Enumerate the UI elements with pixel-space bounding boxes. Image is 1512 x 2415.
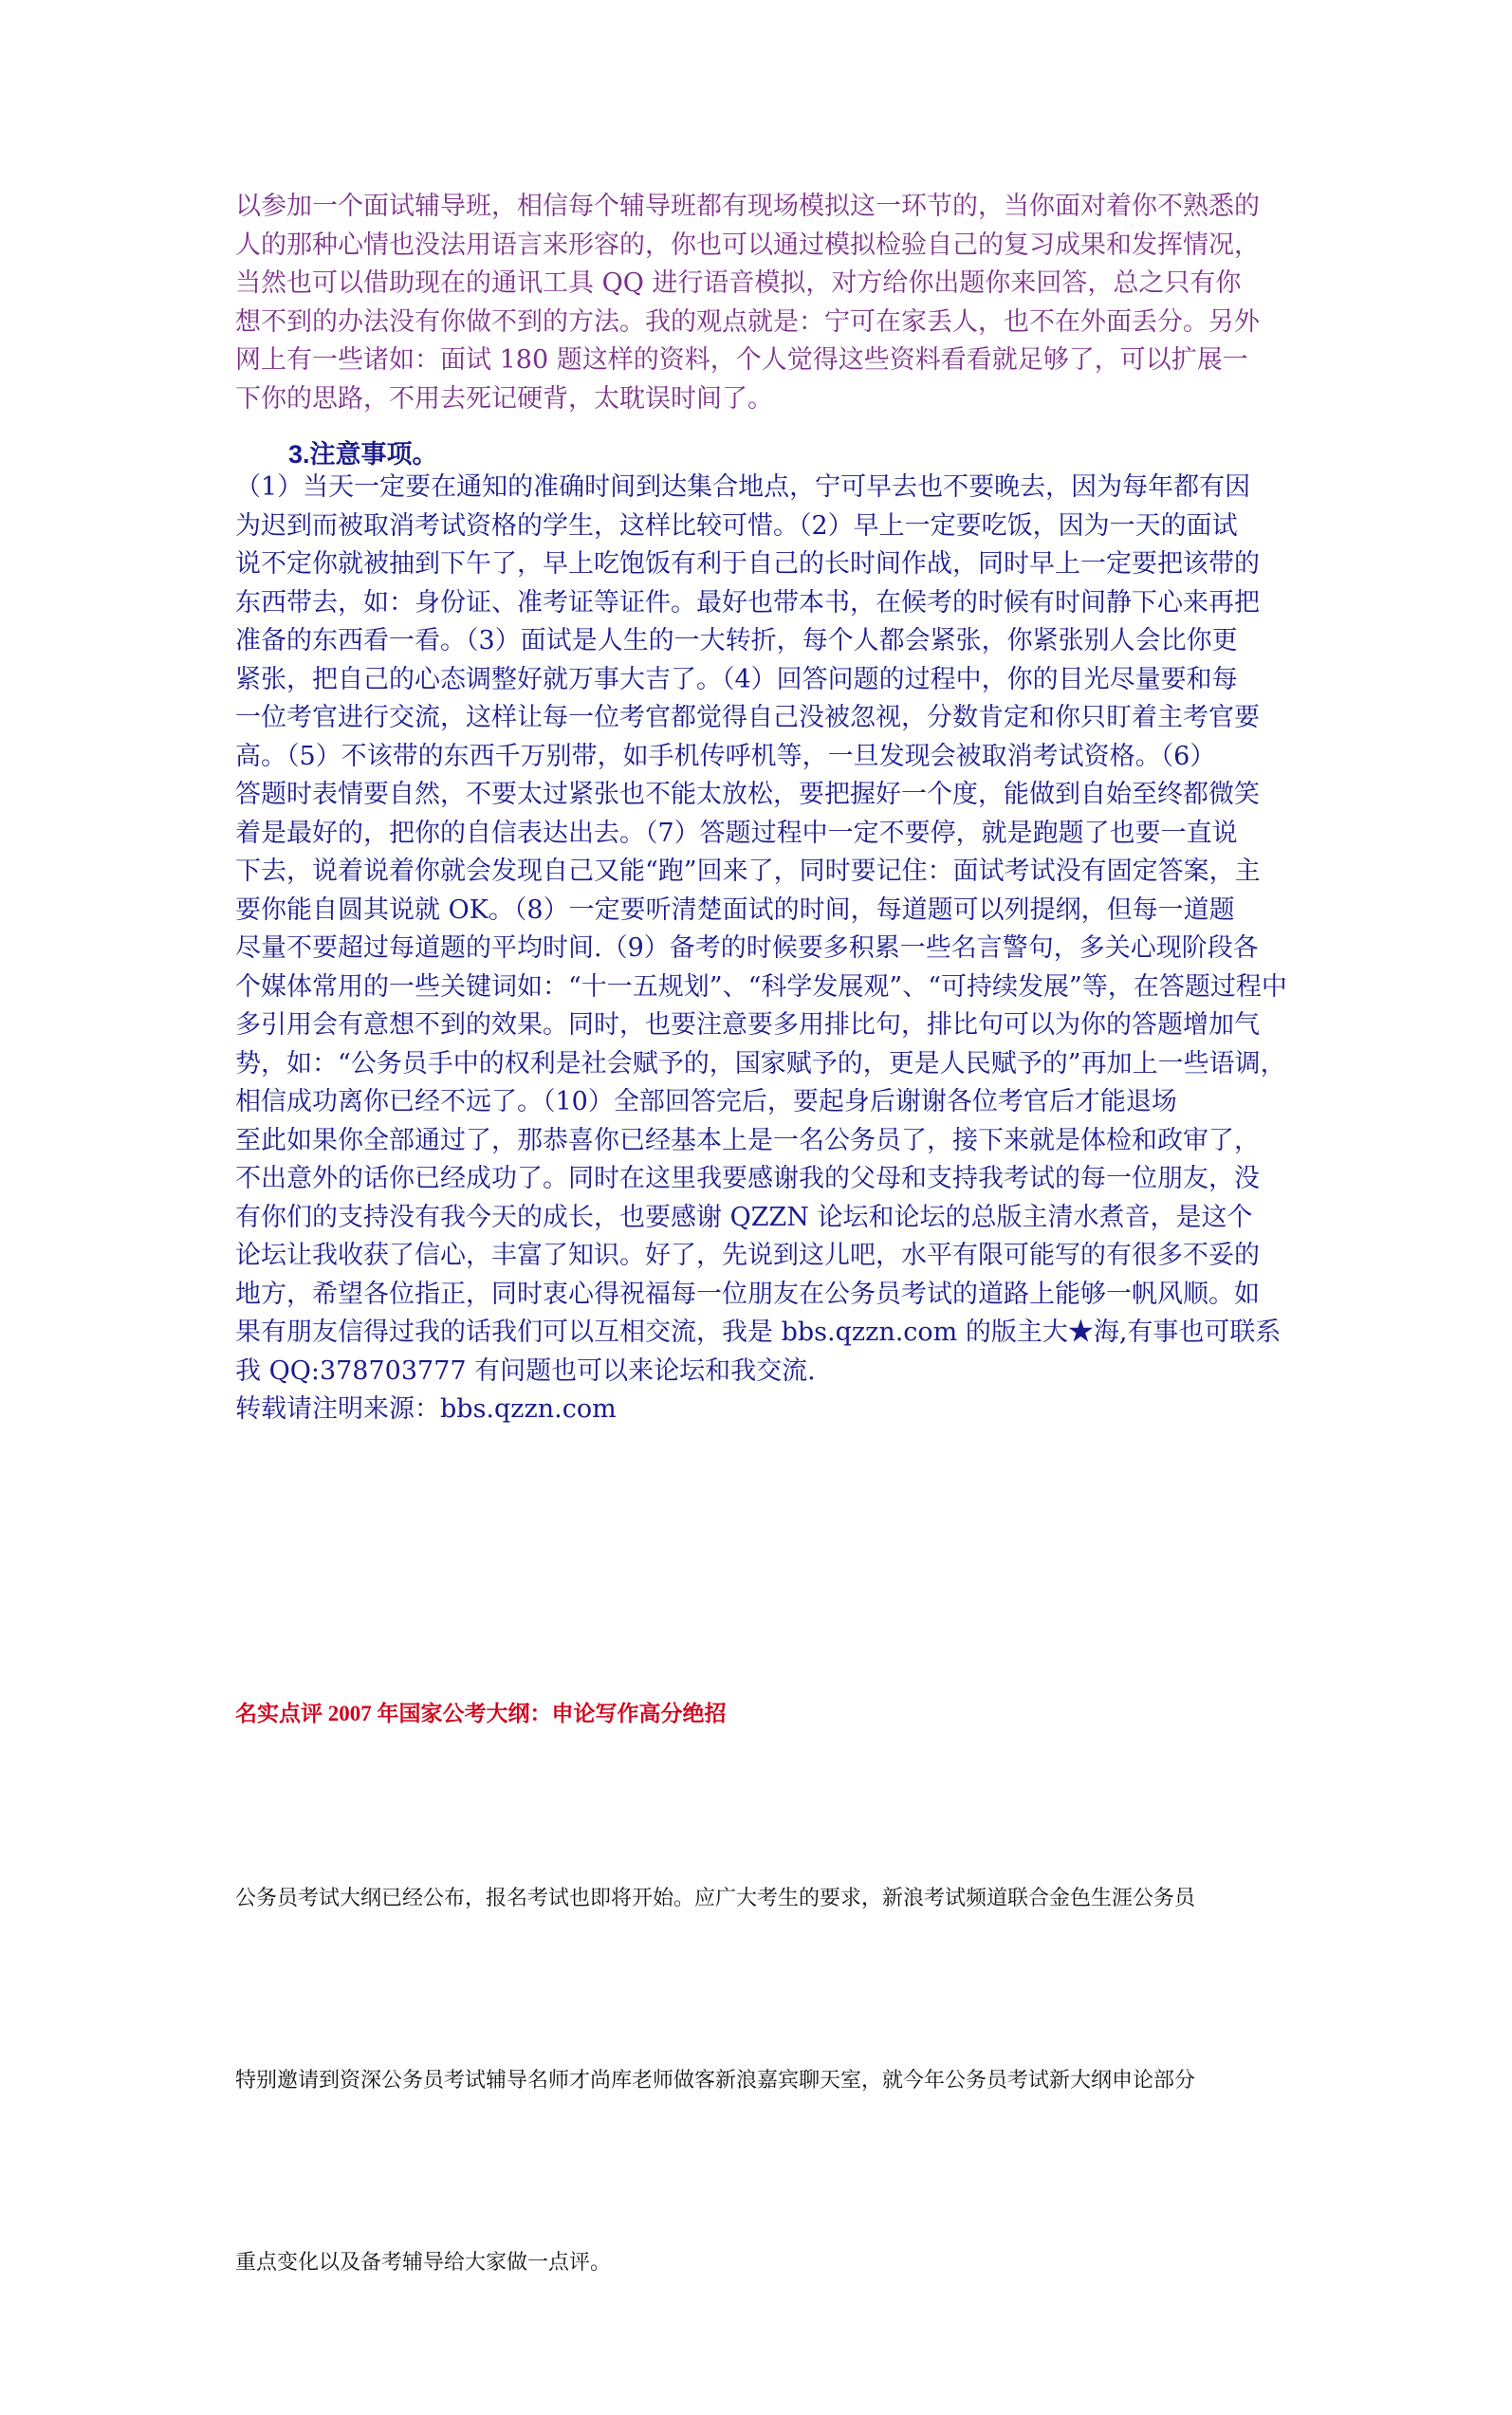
notes-line: 准备的东西看一看。（3）面试是人生的一大转折，每个人都会紧张，你紧张别人会比你更 <box>235 626 1238 655</box>
notes-line: 一位考官进行交流，这样让每一位考官都觉得自己没被忽视，分数肯定和你只盯着主考官要 <box>235 703 1260 732</box>
article-body <box>235 1747 1298 2415</box>
intro-line: 人的那种心情也没法用语言来形容的，你也可以通过模拟检验自己的复习成果和发挥情况， <box>235 230 1260 260</box>
notes-line: 论坛让我收获了信心，丰富了知识。好了，先说到这儿吧，水平有限可能写的有很多不妥的 <box>235 1241 1260 1270</box>
notes-line: 紧张，把自己的心态调整好就万事大吉了。（4）回答问题的过程中，你的目光尽量要和每 <box>235 664 1238 694</box>
notes-line: 高。（5）不该带的东西千万别带，如手机传呼机等，一旦发现会被取消考试资格。（6） <box>235 741 1216 771</box>
notes-line: 多引用会有意想不到的效果。同时，也要注意要多用排比句，排比句可以为你的答题增加气 <box>235 1010 1260 1040</box>
notes-line: 着是最好的，把你的自信表达出去。（7）答题过程中一定不要停，就是跑题了也要一直说 <box>235 818 1238 848</box>
notes-line: 答题时表情要自然，不要太过紧张也不能太放松，要把握好一个度，能做到自始至终都微笑 <box>235 780 1260 809</box>
notes-line: 个媒体常用的一些关键词如：“十一五规划”、“科学发展观”、“可持续发展”等，在答题过程中 <box>235 971 1287 1002</box>
notes-line: 有你们的支持没有我今天的成长，也要感谢 QZZN 论坛和论坛的总版主清水煮音，是这个 <box>235 1202 1253 1232</box>
notes-line: 果有朋友信得过我的话我们可以互相交流，我是 bbs.qzzn.com 的版主大★海,有事也可联系 <box>235 1318 1282 1347</box>
notes-line: 不出意外的话你已经成功了。同时在这里我要感谢我的父母和支持我考试的每一位朋友，没 <box>235 1164 1260 1193</box>
notes-paragraph <box>235 469 1288 1429</box>
notes-line: 至此如果你全部通过了，那恭喜你已经基本上是一名公务员了，接下来就是体检和政审了， <box>235 1125 1260 1155</box>
article-title: 名实点评 2007 年国家公考大纲：申论写作高分绝招 <box>235 1702 727 1725</box>
intro-line: 网上有一些诸如：面试 180 题这样的资料，个人觉得这些资料看看就足够了，可以扩展一 <box>235 345 1248 375</box>
source-note: 转载请注明来源：bbs.qzzn.com <box>235 1394 617 1424</box>
article-line: 公务员考试大纲已经公布，报名考试也即将开始。应广大考生的要求，新浪考试频道联合金色生涯公务员 <box>235 1887 1196 1910</box>
notes-line: 势，如：“公务员手中的权利是社会赋予的，国家赋予的，更是人民赋予的”再加上一些语调， <box>235 1048 1286 1078</box>
notes-line: 下去，说着说着你就会发现自己又能“跑”回来了，同时要记住：面试考试没有固定答案，主 <box>235 857 1261 886</box>
intro-line: 想不到的办法没有你做不到的方法。我的观点就是：宁可在家丢人，也不在外面丢分。另外 <box>235 306 1260 337</box>
intro-paragraph <box>235 188 1288 418</box>
article-line: 特别邀请到资深公务员考试辅导名师才尚库老师做客新浪嘉宾聊天室，就今年公务员考试新大纲申论部分 <box>235 2069 1196 2092</box>
section-heading: 3.注意事项。 <box>288 440 438 469</box>
intro-line: 下你的思路，不用去死记硬背，太耽误时间了。 <box>235 383 773 414</box>
notes-line: （1）当天一定要在通知的准确时间到达集合地点，宁可早去也不要晚去，因为每年都有因 <box>235 472 1251 502</box>
notes-line: 为迟到而被取消考试资格的学生，这样比较可惜。（2）早上一定要吃饭，因为一天的面试 <box>235 510 1238 541</box>
notes-line: 尽量不要超过每道题的平均时间.（9）备考的时候要多积累一些名言警句，多关心现阶段各 <box>235 933 1259 963</box>
notes-line: 东西带去，如：身份证、准考证等证件。最好也带本书，在候考的时候有时间静下心来再把 <box>235 587 1260 618</box>
notes-line: 要你能自圆其说就 OK。（8）一定要听清楚面试的时间，每道题可以列提纲，但每一道题 <box>235 894 1235 925</box>
notes-line: 说不定你就被抽到下午了，早上吃饱饭有利于自己的长时间作战，同时早上一定要把该带的 <box>235 549 1260 579</box>
notes-line: 地方，希望各位指正，同时衷心得祝福每一位朋友在公务员考试的道路上能够一帆风顺。如 <box>235 1279 1260 1309</box>
notes-line: 相信成功离你已经不远了。（10）全部回答完后，要起身后谢谢各位考官后才能退场 <box>235 1087 1177 1116</box>
notes-line: 我 QQ:378703777 有问题也可以来论坛和我交流. <box>235 1355 816 1386</box>
article-line: 重点变化以及备考辅导给大家做一点评。 <box>235 2251 612 2275</box>
intro-line: 以参加一个面试辅导班，相信每个辅导班都有现场模拟这一环节的，当你面对着你不熟悉的 <box>235 192 1260 221</box>
intro-line: 当然也可以借助现在的通讯工具 QQ 进行语音模拟，对方给你出题你来回答，总之只有你 <box>235 268 1242 298</box>
